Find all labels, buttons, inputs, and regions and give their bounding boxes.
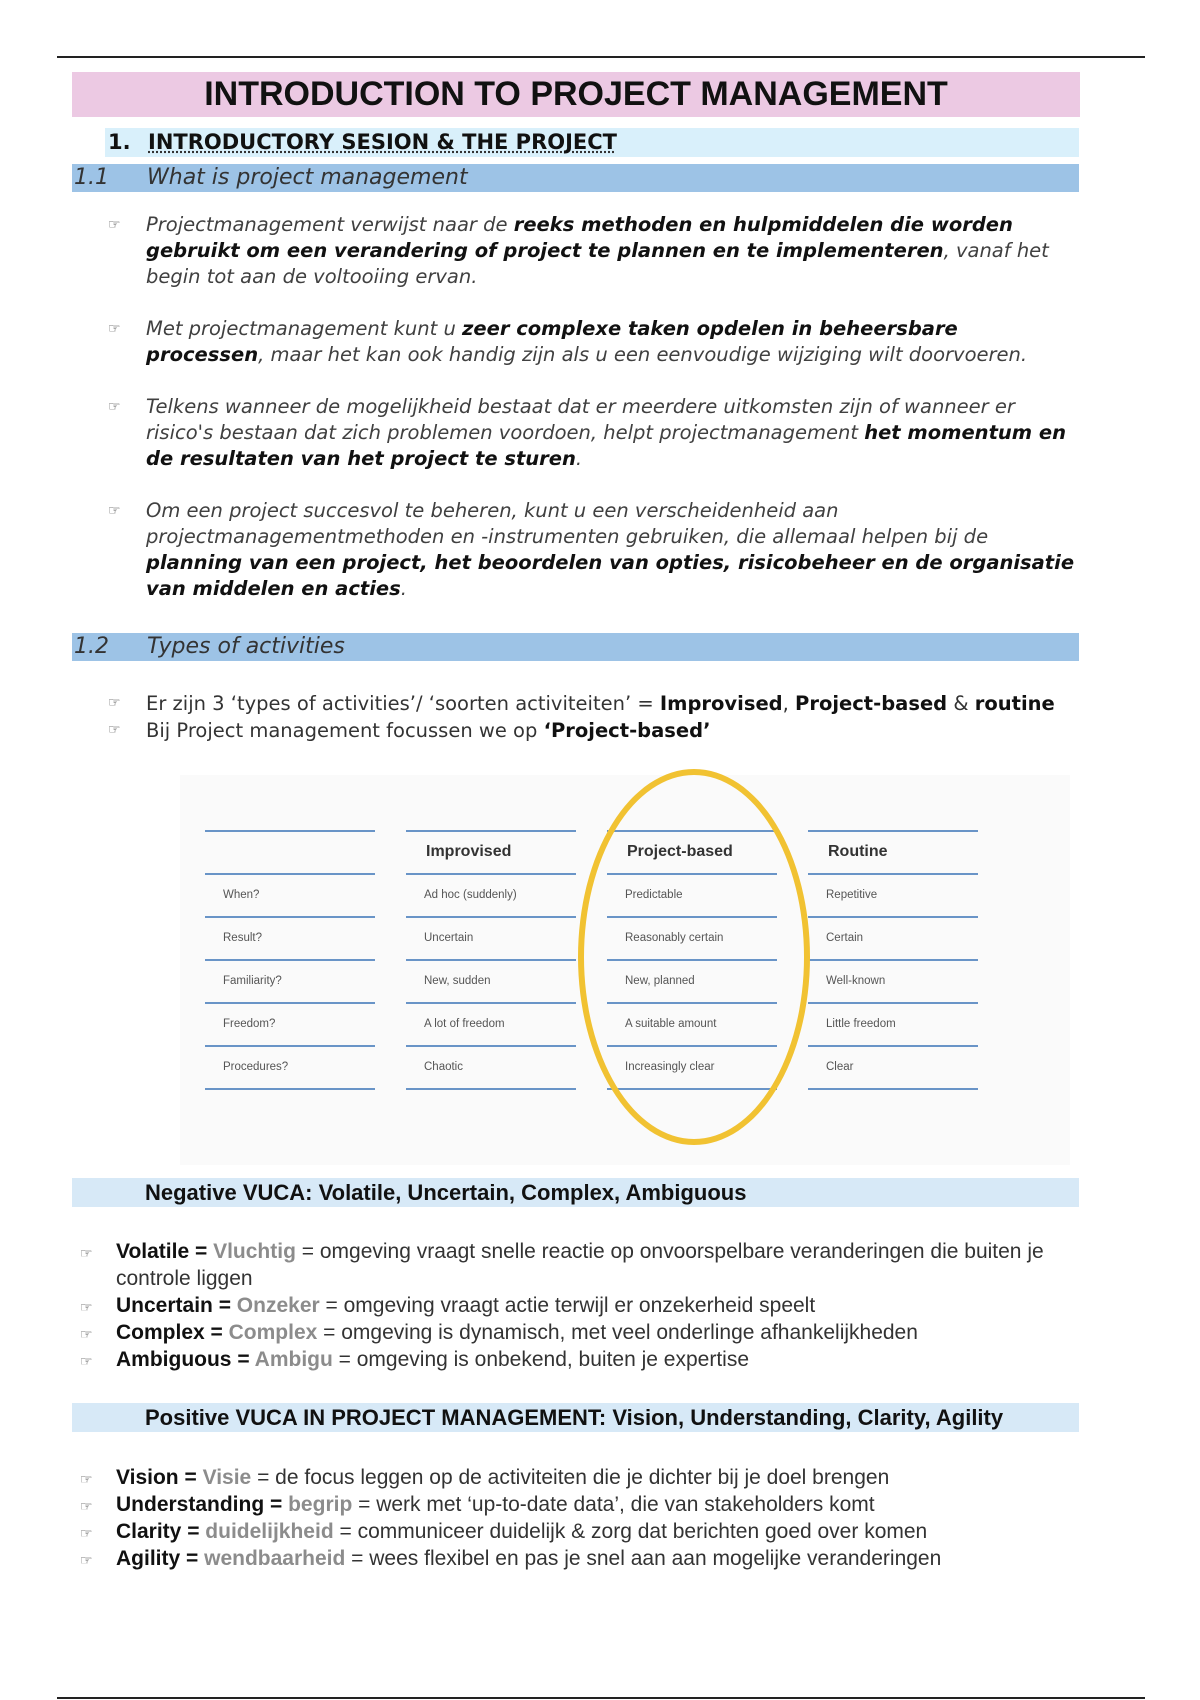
equals: =: [264, 1493, 289, 1516]
table-row-label: When?: [223, 889, 260, 901]
translation: Vluchtig: [213, 1240, 296, 1263]
emphasis: zeer complexe taken opdelen in beheersbare processen: [146, 317, 958, 366]
emphasis: reeks methoden en hulpmiddelen die worden gebruikt om een verandering of project te plannen en te implementeren: [146, 213, 1013, 262]
pointing-hand-icon: ☞: [108, 722, 121, 738]
text: Bij Project management focussen we op: [146, 719, 544, 742]
section-1-1-heading: [72, 164, 1079, 192]
table-rule: [808, 916, 978, 918]
equals: =: [189, 1240, 214, 1263]
pointing-hand-icon: ☞: [80, 1326, 93, 1342]
equals: =: [212, 1294, 237, 1317]
table-rule: [808, 1002, 978, 1004]
table-cell: Well-known: [826, 975, 886, 987]
description: = omgeving is dynamisch, met veel onderlinge afhankelijkheden: [317, 1321, 918, 1344]
table-rule: [808, 873, 978, 875]
table-cell: Little freedom: [826, 1018, 896, 1030]
description: = de focus leggen op de activiteiten die je dichter bij je doel brengen: [251, 1466, 890, 1489]
term: Understanding: [116, 1493, 265, 1516]
term: Complex: [116, 1321, 205, 1344]
section-title: INTRODUCTORY SESION & THE PROJECT: [148, 130, 617, 154]
subsection-title: Types of activities: [147, 634, 345, 659]
table-cell: Chaotic: [424, 1061, 463, 1073]
project-management-definition-list: [108, 212, 1078, 628]
list-item: [80, 1464, 1110, 1491]
pointing-hand-icon: ☞: [80, 1471, 93, 1487]
page-title: INTRODUCTION TO PROJECT MANAGEMENT: [72, 72, 1080, 117]
list-item: [80, 1545, 1110, 1572]
term: Vision: [116, 1466, 179, 1489]
pointing-hand-icon: ☞: [80, 1552, 93, 1568]
equals: =: [231, 1348, 255, 1371]
translation: Onzeker: [236, 1294, 320, 1317]
equals: =: [181, 1520, 206, 1543]
pointing-hand-icon: ☞: [80, 1245, 93, 1261]
text: Met projectmanagement kunt u: [146, 317, 463, 340]
table-cell: Repetitive: [826, 889, 878, 901]
description: = omgeving vraagt snelle reactie op onvoorspelbare veranderingen die buiten je controle liggen: [116, 1240, 1044, 1290]
term: Clarity: [116, 1520, 182, 1543]
list-item: [80, 1238, 1110, 1292]
table-rule: [808, 959, 978, 961]
table-rule: [406, 916, 576, 918]
table-row-label: Familiarity?: [223, 975, 282, 987]
table-rule: [205, 873, 375, 875]
list-item: [80, 1319, 1110, 1346]
pointing-hand-icon: ☞: [80, 1498, 93, 1514]
table-rule: [406, 1002, 576, 1004]
emphasis: routine: [974, 692, 1055, 715]
table-cell: Predictable: [625, 889, 683, 901]
positive-vuca-list: [80, 1464, 1110, 1572]
table-rule: [808, 830, 978, 832]
list-item: [108, 316, 1078, 368]
table-row-label: Freedom?: [223, 1018, 276, 1030]
list-item: [108, 212, 1078, 290]
table-rule: [808, 1088, 978, 1090]
text: ,: [782, 692, 796, 715]
subsection-number: 1.2: [74, 634, 109, 659]
table-rule: [406, 873, 576, 875]
equals: =: [180, 1547, 205, 1570]
emphasis: ‘Project-based’: [543, 719, 711, 742]
description: = communiceer duidelijk & zorg dat berichten goed over komen: [333, 1520, 928, 1543]
text: .: [400, 577, 407, 600]
table-row-label: Result?: [223, 932, 262, 944]
table-cell: Increasingly clear: [625, 1061, 715, 1073]
table-rule: [205, 830, 375, 832]
section-1-heading: [105, 128, 1079, 157]
subsection-number: 1.1: [74, 165, 109, 190]
table-row-label: Procedures?: [223, 1061, 289, 1073]
text: Telkens wanneer de mogelijkheid bestaat dat er meerdere uitkomsten zijn of wanneer er risico's bestaan dat zich problemen voordoen, helpt projectmanagement: [146, 395, 1015, 444]
translation: Complex: [228, 1321, 318, 1344]
translation: Visie: [202, 1466, 252, 1489]
table-rule: [205, 916, 375, 918]
translation: begrip: [288, 1493, 353, 1516]
list-item: [108, 717, 1078, 744]
table-cell: A lot of freedom: [424, 1018, 505, 1030]
text: , maar het kan ook handig zijn als u een eenvoudige wijziging wilt doorvoeren.: [258, 343, 1028, 366]
text: &: [947, 692, 975, 715]
table-rule: [406, 959, 576, 961]
pointing-hand-icon: ☞: [80, 1525, 93, 1541]
activity-types-list: [108, 690, 1078, 744]
heading-text: Negative VUCA: Volatile, Uncertain, Complex, Ambiguous: [145, 1180, 747, 1205]
emphasis: Project-based: [795, 692, 948, 715]
heading-text: Positive VUCA IN PROJECT MANAGEMENT: Vision, Understanding, Clarity, Agility: [145, 1405, 1004, 1430]
description: = wees flexibel en pas je snel aan aan mogelijke veranderingen: [345, 1547, 942, 1570]
text: Er zijn 3 ‘types of activities’/ ‘soorten activiteiten’ =: [146, 692, 660, 715]
pointing-hand-icon: ☞: [108, 695, 121, 711]
list-item: [108, 498, 1078, 602]
table-header-cell: Routine: [828, 843, 888, 860]
bottom-rule: [57, 1697, 1145, 1699]
section-number: 1.: [108, 130, 131, 154]
term: Ambiguous: [116, 1348, 232, 1371]
table-cell: New, planned: [625, 975, 695, 987]
description: = omgeving vraagt actie terwijl er onzekerheid speelt: [319, 1294, 816, 1317]
term: Uncertain: [116, 1294, 213, 1317]
text: .: [575, 447, 583, 470]
negative-vuca-heading: [72, 1178, 1079, 1207]
pointing-hand-icon: ☞: [108, 321, 121, 337]
negative-vuca-list: [80, 1238, 1110, 1373]
emphasis: het momentum en de resultaten van het project te sturen: [146, 421, 1066, 470]
table-cell: Reasonably certain: [625, 932, 724, 944]
table-cell: Clear: [826, 1061, 854, 1073]
table-cell: New, sudden: [424, 975, 491, 987]
equals: =: [204, 1321, 229, 1344]
term: Agility: [116, 1547, 181, 1570]
table-rule: [205, 959, 375, 961]
table-rule: [406, 1088, 576, 1090]
table-rule: [205, 1002, 375, 1004]
table-cell: Certain: [826, 932, 864, 944]
list-item: [108, 394, 1078, 472]
translation: Ambigu: [254, 1348, 333, 1371]
list-item: [80, 1292, 1110, 1319]
positive-vuca-heading: [72, 1403, 1079, 1432]
table-header-cell: Project-based: [627, 843, 733, 860]
table-cell: Ad hoc (suddenly): [424, 889, 517, 901]
pointing-hand-icon: ☞: [80, 1353, 93, 1369]
text: , vanaf het begin tot aan de voltooiing ervan.: [146, 239, 1049, 288]
list-item: [80, 1346, 1110, 1373]
top-rule: [57, 56, 1145, 58]
list-item: [80, 1491, 1110, 1518]
pointing-hand-icon: ☞: [108, 503, 121, 519]
table-header-cell: Improvised: [426, 843, 512, 860]
emphasis: Improvised: [659, 692, 783, 715]
translation: duidelijkheid: [205, 1520, 334, 1543]
pointing-hand-icon: ☞: [80, 1299, 93, 1315]
equals: =: [178, 1466, 203, 1489]
translation: wendbaarheid: [204, 1547, 346, 1570]
term: Volatile: [116, 1240, 190, 1263]
list-item: [108, 690, 1078, 717]
pointing-hand-icon: ☞: [108, 217, 121, 233]
table-rule: [406, 830, 576, 832]
description: = werk met ‘up-to-date data’, die van stakeholders komt: [352, 1493, 875, 1516]
table-rule: [205, 1088, 375, 1090]
table-rule: [205, 1045, 375, 1047]
pointing-hand-icon: ☞: [108, 399, 121, 415]
section-1-2-heading: [72, 633, 1079, 661]
subsection-title: What is project management: [147, 165, 468, 190]
emphasis: planning van een project, het beoordelen van opties, risicobeheer en de organisatie van middelen en acties: [146, 551, 1075, 600]
project-based-highlight-ellipse: [578, 769, 810, 1145]
table-rule: [808, 1045, 978, 1047]
text: Om een project succesvol te beheren, kunt u een verscheidenheid aan projectmanagementmethoden en -instrumenten gebruiken, die allemaal helpen bij de: [146, 499, 989, 548]
list-item: [80, 1518, 1110, 1545]
table-rule: [406, 1045, 576, 1047]
table-cell: Uncertain: [424, 932, 474, 944]
text: Projectmanagement verwijst naar de: [146, 213, 514, 236]
description: = omgeving is onbekend, buiten je expertise: [332, 1348, 749, 1371]
table-cell: A suitable amount: [625, 1018, 717, 1030]
